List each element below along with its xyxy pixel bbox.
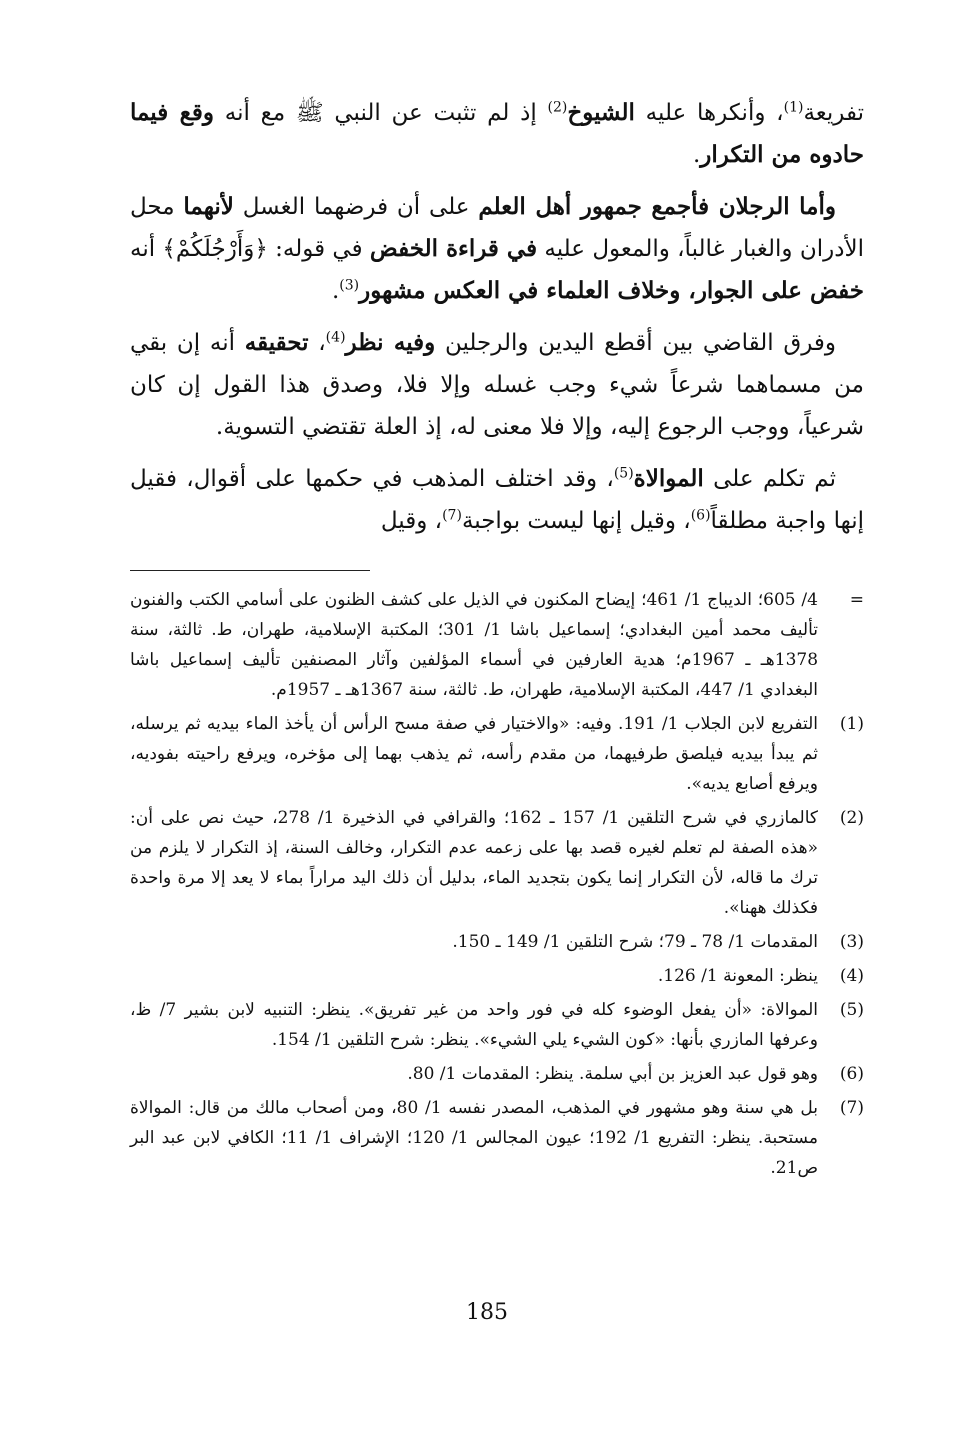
text: ، bbox=[308, 330, 326, 356]
bold-text: لأنهما bbox=[183, 193, 234, 220]
footnote-ref[interactable]: (6) bbox=[690, 507, 711, 524]
footnote-text: وهو قول عبد العزيز بن أبي سلمة. ينظر: المقدمات 1/ 80. bbox=[407, 1064, 818, 1084]
footnote-5 bbox=[130, 995, 864, 1055]
footnote-ref[interactable]: (1) bbox=[783, 99, 804, 116]
paragraph-4 bbox=[130, 458, 864, 542]
text: أنه إن بقي من مسماهما شرعاً شيء وجب غسله وإلا فلا، وصدق هذا القول إن كان شرعياً، ووجب الرجوع إليه، وإلا فلا معنى له، إذ العلة تقتضي التسوية. bbox=[130, 330, 864, 440]
footnote-ref[interactable]: (4) bbox=[325, 329, 346, 346]
bold-text: وأما الرجلان فأجمع جمهور أهل العلم bbox=[478, 193, 836, 220]
footnote-mark: = bbox=[849, 590, 864, 610]
main-text bbox=[130, 92, 864, 542]
footnote-text: المقدمات 1/ 78 ـ 79؛ شرح التلقين 1/ 149 ـ 150. bbox=[452, 932, 818, 952]
text: ، وقيل إنها ليست بواجبة bbox=[461, 508, 691, 534]
text: ، وأنكرها عليه bbox=[634, 100, 784, 126]
footnote-ref[interactable]: (2) bbox=[547, 99, 568, 116]
footnote-text: ينظر: المعونة 1/ 126. bbox=[657, 966, 818, 986]
footnote-text: الموالاة: «أن يفعل الوضوء كله في فور واحد من غير تفريق». ينظر: التنبيه لابن بشير 7/ ظ، وعرفها المازري بأنها: «كون الشيء يلي الشيء». ينظر: شرح التلقين 1/ 154. bbox=[130, 1000, 819, 1050]
footnote-mark: (2) bbox=[839, 808, 864, 828]
footnote-continued bbox=[130, 585, 864, 705]
text: وفرق القاضي بين أقطع اليدين والرجلين bbox=[435, 330, 837, 356]
paragraph-1 bbox=[130, 92, 864, 176]
footnote-text: 4/ 605؛ الديباج 1/ 461؛ إيضاح المكنون في الذيل على كشف الظنون على أسامي الكتب والفنون تأليف محمد أمين البغدادي؛ إسماعيل باشا 1/ 301؛ المكتبة الإسلامية، طهران، ط. ثالثة، سنة 1378هـ ـ 1967م؛ هدية العارفين في أسماء المؤلفين وآثار المصنفين تأليف إسماعيل باشا البغدادي 1/ 447، المكتبة الإسلامية، طهران، ط. ثالثة، سنة 1367هـ ـ 1957م. bbox=[130, 590, 819, 700]
text: إذ لم تثبت عن النبي ﷺ مع أنه bbox=[214, 100, 548, 126]
footnote-ref[interactable]: (5) bbox=[613, 465, 634, 482]
footnote-text: التفريع لابن الجلاب 1/ 191. وفيه: «والاختيار في صفة مسح الرأس أن يأخذ الماء بيديه ثم يرسله، ثم يبدأ بيديه فيلصق طرفيهما، من مقدم رأسه، ثم يذهب بهما إلى مؤخره، ويرفع راحيته بفوديه، ويرفع أصابع يديه». bbox=[130, 714, 818, 794]
footnote-1 bbox=[130, 709, 864, 799]
footnote-divider bbox=[130, 570, 370, 571]
footnote-2 bbox=[130, 803, 864, 923]
bold-text: تحقيقه bbox=[244, 329, 309, 356]
footnote-ref[interactable]: (3) bbox=[339, 277, 360, 294]
bold-text: الشيوخ bbox=[567, 99, 635, 126]
bold-text: وقع فيما حادوه من التكرار bbox=[130, 99, 864, 168]
page-number: 185 bbox=[466, 1300, 508, 1325]
text: ، وقد اختلف المذهب في حكمها على أقوال، فقيل إنها واجبة مطلقاً bbox=[130, 466, 864, 534]
paragraph-3 bbox=[130, 322, 864, 448]
bold-text: وفيه نظر bbox=[345, 329, 436, 356]
footnote-mark: (5) bbox=[839, 1000, 864, 1020]
text: في قوله: ﴿وَأَرْجُلَكُمْ﴾ أنه bbox=[130, 236, 370, 262]
text: تفريعة bbox=[803, 100, 865, 126]
footnote-mark: (7) bbox=[839, 1098, 864, 1118]
footnote-4 bbox=[130, 961, 864, 991]
paragraph-2 bbox=[130, 186, 864, 312]
footnote-ref[interactable]: (7) bbox=[442, 507, 462, 524]
footnote-text: كالمازري في شرح التلقين 1/ 157 ـ 162؛ والقرافي في الذخيرة 1/ 278، حيث نص على أن: «هذه الصفة لم تعلم لغيره قصد بها على زعمه عدم التكرار، وخالف السنة، إذ التكرار لا يلزم من ترك ما قاله، لأن التكرار إنما يكون بتجديد الماء، بدليل أن ذلك اليد مراراً بماء لا يعد إلا مرة واحدة فكذلك ههنا». bbox=[130, 808, 818, 918]
footnote-mark: (3) bbox=[839, 932, 864, 952]
footnote-mark: (4) bbox=[839, 966, 864, 986]
text: ثم تكلم على bbox=[703, 466, 836, 492]
text: ، وقيل bbox=[380, 508, 443, 534]
footnote-mark: (1) bbox=[839, 714, 864, 734]
footnote-6 bbox=[130, 1059, 864, 1089]
footnote-text: بل هي سنة وهو مشهور في المذهب، المصدر نفسه 1/ 80، ومن أصحاب مالك من قال: الموالاة مستحبة. ينظر: التفريع 1/ 192؛ عيون المجالس 1/ 120؛ الإشراف 1/ 11؛ الكافي لابن عبد البر ص21. bbox=[130, 1098, 818, 1178]
bold-text: الموالاة bbox=[633, 465, 704, 492]
footnote-mark: (6) bbox=[839, 1064, 864, 1084]
text: . bbox=[331, 278, 340, 304]
footnote-3 bbox=[130, 927, 864, 957]
footnote-7 bbox=[130, 1093, 864, 1183]
text: على أن فرضهما الغسل bbox=[233, 194, 479, 220]
text: محل الأدران والغبار غالباً، والمعول عليه bbox=[130, 194, 864, 262]
bold-text: في قراءة الخفض bbox=[369, 235, 538, 262]
footnotes bbox=[130, 585, 864, 1183]
text: . bbox=[692, 142, 701, 168]
bold-text: خفض على الجوار، وخلاف العلماء في العكس مشهور bbox=[359, 277, 864, 304]
